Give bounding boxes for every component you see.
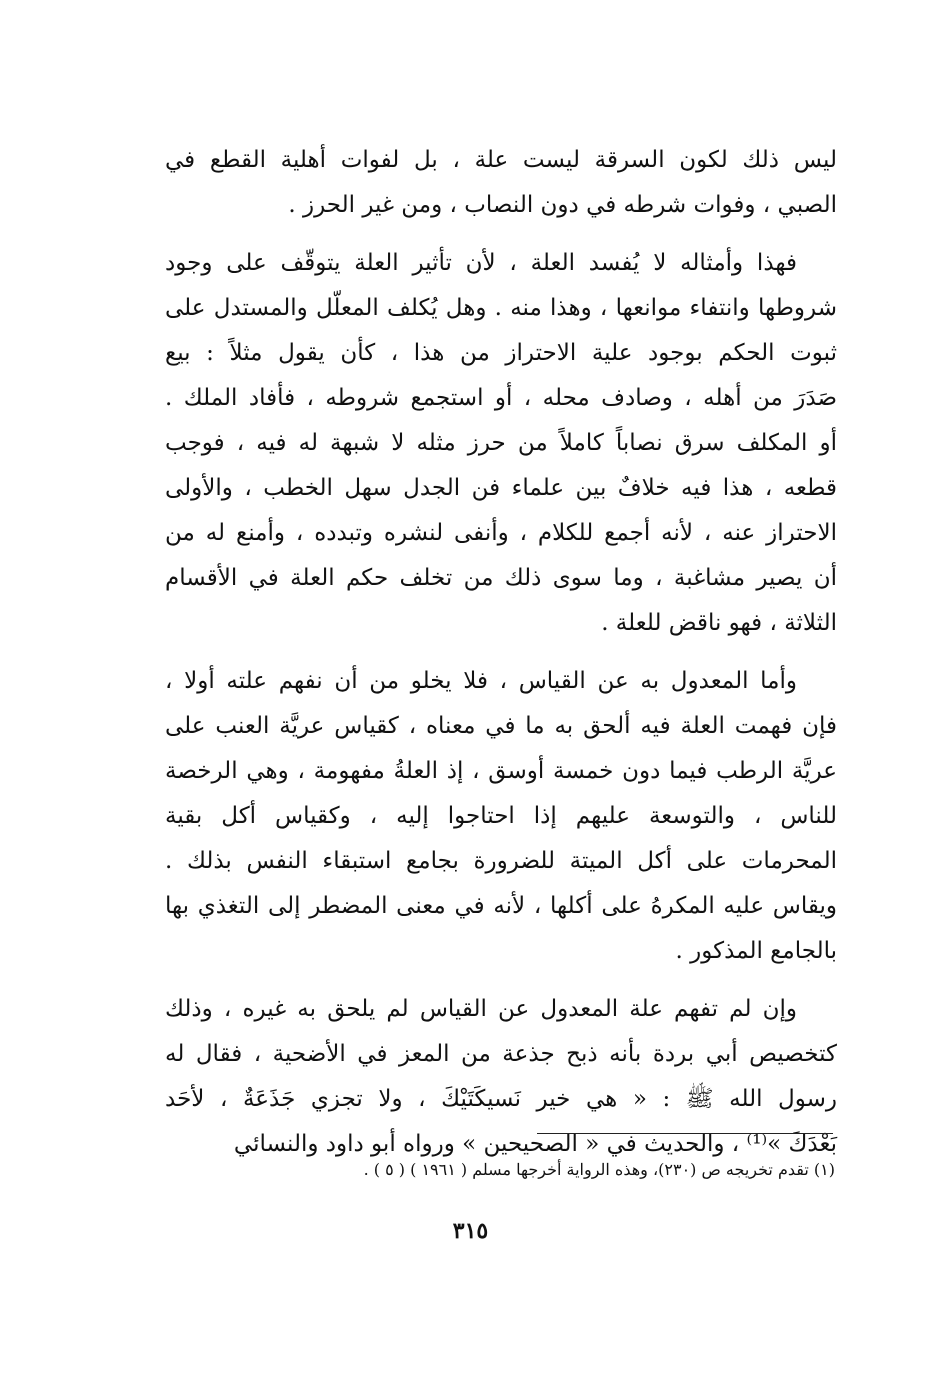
text-line: شروطها وانتفاء موانعها ، وهذا منه . وهل يُكلف المعلّل والمستدل على [165, 295, 837, 321]
text-line: أن يصير مشاغبة ، وما سوى ذلك من تخلف حكم العلة في الأقسام [165, 565, 837, 591]
text-line: الصبي ، وفوات شرطه في دون النصاب ، ومن غير الحرز . [288, 192, 837, 218]
text-line: للناس ، والتوسعة عليهم إذا احتاجوا إليه ، وكقياس أكل بقية [165, 803, 837, 829]
paragraph [165, 138, 837, 228]
paragraph-gap [165, 974, 837, 987]
text-line: بالجامع المذكور . [675, 938, 837, 964]
text-line: صَدَرَ من أهله ، وصادف محله ، أو استجمع شروطه ، فأفاد الملك . [165, 385, 837, 411]
text-line: قطعه ، هذا فيه خلافٌ بين علماء فن الجدل سهل الخطب ، والأولى [165, 475, 837, 501]
text-line: ليس ذلك لكون السرقة ليست علة ، بل لفوات أهلية القطع في [165, 147, 837, 173]
text-line: عريَّة الرطب فيما دون خمسة أوسق ، إذ العلةُ مفهومة ، وهي الرخصة [165, 758, 837, 784]
text-line: أو المكلف سرق نصاباً كاملاً من حرز مثله لا شبهة له فيه ، فوجب [165, 430, 837, 456]
text-line: وأما المعدول به عن القياس ، فلا يخلو من أن نفهم علته أولا ، [165, 668, 797, 694]
paragraph [165, 659, 837, 974]
paragraph [165, 987, 837, 1167]
text-line: كتخصيص أبي بردة بأنه ذبح جذعة من المعز في الأضحية ، فقال له [165, 1041, 837, 1067]
paragraph [165, 241, 837, 646]
text-line: الاحتراز عنه ، لأنه أجمع للكلام ، وأنفى لنشره وتبدده ، وأمنع له من [165, 520, 837, 546]
text-line: الثلاثة ، فهو ناقض للعلة . [601, 610, 837, 636]
text-line: فهذا وأمثاله لا يُفسد العلة ، لأن تأثير العلة يتوقّف على وجود [165, 250, 797, 276]
text-line: ثبوت الحكم بوجود علية الاحتراز من هذا ، كأن يقول مثلاً : بيع [165, 340, 837, 366]
text-line: ويقاس عليه المكرهُ على أكلها ، لأنه في معنى المضطر إلى التغذي بها [165, 893, 837, 919]
paragraph-gap [165, 228, 837, 241]
main-text [165, 138, 837, 1167]
text-line: فإن فهمت العلة فيه ألحق به ما في معناه ، كقياس عريَّة العنب على [165, 713, 837, 739]
paragraph-gap [165, 646, 837, 659]
text-line: المحرمات على أكل الميتة للضرورة بجامع استبقاء النفس بذلك . [165, 848, 837, 874]
text-line: رسول الله ﷺ : « هي خير نَسيكَتَيْكَ ، ولا تجزي جَذَعَةٌ ، لأحَد [165, 1086, 837, 1112]
text-line: بَعْدَكَ »⁽¹⁾ ، والحديث في « الصحيحين » ورواه أبو داود والنسائي [233, 1131, 837, 1157]
page-number: ٣١٥ [452, 1218, 489, 1244]
text-line: وإن لم تفهم علة المعدول عن القياس لم يلحق به غيره ، وذلك [165, 996, 797, 1022]
footnote: (١) تقدم تخريجه ص (٢٣٠)، وهذه الرواية أخرجها مسلم ( ١٩٦١ ) ( ٥ ) . [363, 1160, 835, 1179]
footnote-separator [537, 1133, 833, 1134]
